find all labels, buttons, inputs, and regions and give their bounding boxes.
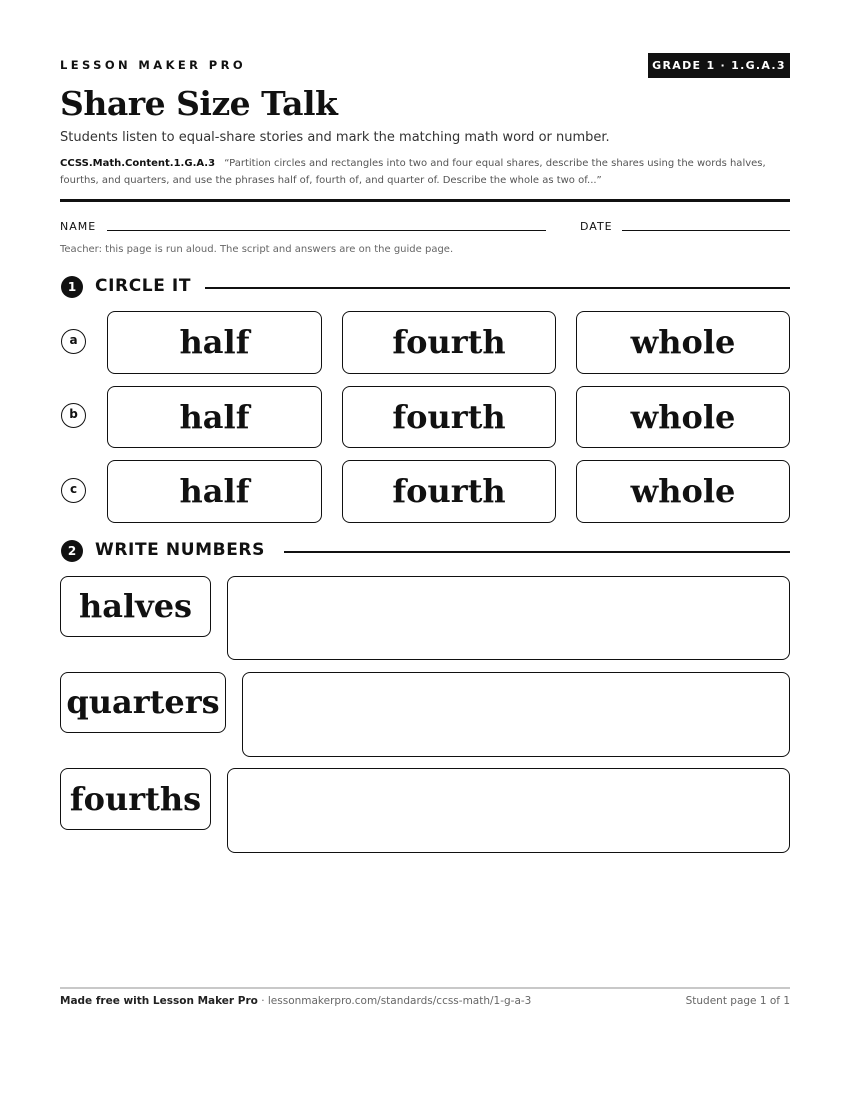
- name-field[interactable]: [107, 230, 546, 231]
- section-1-rule: [205, 287, 790, 289]
- page-subtitle: Students listen to equal-share stories and mark the matching math word or number.: [60, 130, 610, 145]
- row-c-badge: c: [61, 478, 86, 503]
- word-card-quarters: quarters: [60, 672, 226, 733]
- option-whole-a[interactable]: whole: [576, 311, 790, 374]
- grade-badge: GRADE 1 · 1.G.A.3: [648, 53, 790, 78]
- standard-code: CCSS.Math.Content.1.G.A.3: [60, 158, 216, 169]
- footer-made-with: Made free with Lesson Maker Pro: [60, 995, 258, 1007]
- footer-page-number: Student page 1 of 1: [685, 995, 790, 1007]
- option-whole-c[interactable]: whole: [576, 460, 790, 523]
- date-label: DATE: [580, 220, 613, 233]
- option-fourth-c[interactable]: fourth: [342, 460, 556, 523]
- option-half-a[interactable]: half: [107, 311, 322, 374]
- footer-divider: [60, 987, 790, 989]
- option-fourth-b[interactable]: fourth: [342, 386, 556, 448]
- section-1-number: 1: [61, 276, 83, 298]
- option-half-c[interactable]: half: [107, 460, 322, 523]
- row-a-badge: a: [61, 329, 86, 354]
- section-2-rule: [284, 551, 790, 553]
- brand-name: LESSON MAKER PRO: [60, 58, 247, 72]
- option-half-b[interactable]: half: [107, 386, 322, 448]
- footer-separator: ·: [257, 995, 268, 1007]
- footer-credit: [60, 995, 531, 1007]
- teacher-note: Teacher: this page is run aloud. The script and answers are on the guide page.: [60, 244, 454, 255]
- header-divider: [60, 199, 790, 202]
- name-label: NAME: [60, 220, 97, 233]
- footer-url[interactable]: lessonmakerpro.com/standards/ccss-math/1-g-a-3: [267, 995, 532, 1007]
- section-1-title: CIRCLE IT: [95, 276, 192, 296]
- standard-block: [60, 155, 790, 189]
- row-b-badge: b: [61, 403, 86, 428]
- option-whole-b[interactable]: whole: [576, 386, 790, 448]
- option-fourth-a[interactable]: fourth: [342, 311, 556, 374]
- word-card-fourths: fourths: [60, 768, 211, 830]
- answer-box-fourths[interactable]: [227, 768, 790, 853]
- standard-text: “Partition circles and rectangles into two and four equal shares, describe the shares using the words halves, fourths, and quarters, and use the phrases half of, fourth of, and quarter of. Describe the whole as two of...”: [60, 158, 766, 186]
- section-2-number: 2: [61, 540, 83, 562]
- word-card-halves: halves: [60, 576, 211, 637]
- answer-box-quarters[interactable]: [242, 672, 790, 757]
- page-title: Share Size Talk: [60, 84, 338, 123]
- date-field[interactable]: [622, 230, 790, 231]
- answer-box-halves[interactable]: [227, 576, 790, 660]
- section-2-title: WRITE NUMBERS: [95, 540, 265, 560]
